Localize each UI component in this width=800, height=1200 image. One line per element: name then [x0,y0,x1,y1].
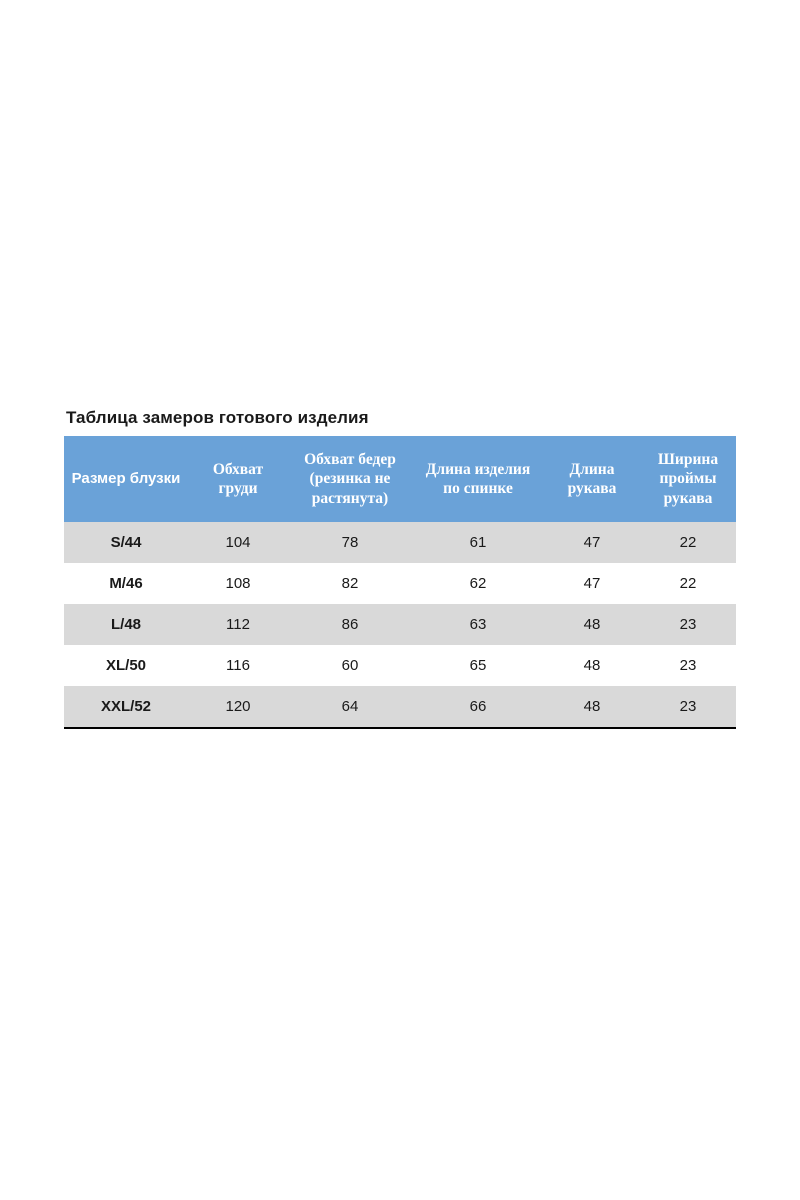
cell-chest: 104 [188,522,288,563]
cell-sleeve: 48 [544,686,640,728]
cell-size: XL/50 [64,645,188,686]
cell-size: S/44 [64,522,188,563]
cell-hips: 82 [288,563,412,604]
cell-sleeve: 48 [544,604,640,645]
cell-size: L/48 [64,604,188,645]
cell-sleeve: 47 [544,563,640,604]
cell-hips: 60 [288,645,412,686]
cell-hips: 64 [288,686,412,728]
cell-chest: 120 [188,686,288,728]
cell-armhole: 23 [640,604,736,645]
column-header-hips: Обхват бедер (резинка не растянута) [288,436,412,522]
table-row [64,686,736,728]
cell-length: 61 [412,522,544,563]
table-row [64,522,736,563]
cell-length: 66 [412,686,544,728]
table-body [64,522,736,728]
cell-sleeve: 48 [544,645,640,686]
cell-chest: 108 [188,563,288,604]
column-header-armhole: Ширина проймы рукава [640,436,736,522]
table-header [64,436,736,522]
page-title: Таблица замеров готового изделия [66,408,369,427]
cell-armhole: 23 [640,645,736,686]
table-row [64,563,736,604]
column-header-size: Размер блузки [64,436,188,522]
size-measurements-table [64,436,736,729]
column-header-length: Длина изделия по спинке [412,436,544,522]
cell-hips: 78 [288,522,412,563]
table-row [64,604,736,645]
cell-armhole: 22 [640,563,736,604]
table-row [64,645,736,686]
cell-length: 63 [412,604,544,645]
size-chart-block [64,408,736,729]
cell-sleeve: 47 [544,522,640,563]
cell-chest: 112 [188,604,288,645]
cell-size: XXL/52 [64,686,188,728]
column-header-sleeve: Длина рукава [544,436,640,522]
table-header-row [64,436,736,522]
cell-size: M/46 [64,563,188,604]
cell-armhole: 22 [640,522,736,563]
cell-hips: 86 [288,604,412,645]
cell-length: 65 [412,645,544,686]
column-header-chest: Обхват груди [188,436,288,522]
cell-armhole: 23 [640,686,736,728]
cell-chest: 116 [188,645,288,686]
cell-length: 62 [412,563,544,604]
